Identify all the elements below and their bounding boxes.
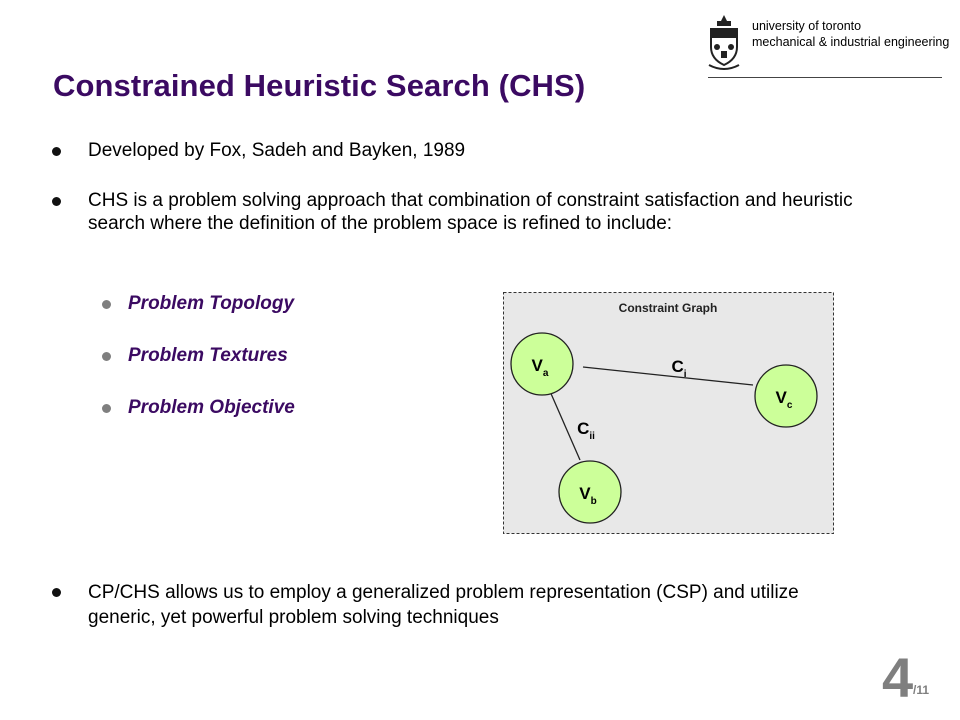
sub-bullet-textures: Problem Textures xyxy=(128,345,288,366)
constraint-graph-diagram xyxy=(503,292,834,534)
bullet-cp-chs: CP/CHS allows us to employ a generalized problem representation (CSP) and utilize generic, yet powerful problem solving techniques xyxy=(88,582,799,628)
page-total: /11 xyxy=(913,683,930,697)
department-name: mechanical & industrial engineering xyxy=(752,35,950,49)
node-va-label: $V_a$ xyxy=(531,356,549,379)
sub-bullet-objective: Problem Objective xyxy=(128,397,295,418)
bullet-developed: Developed by Fox, Sadeh and Bayken, 1989 xyxy=(88,140,466,161)
sub-bullet-dot xyxy=(102,352,111,361)
page-number: 4 xyxy=(882,646,914,709)
university-name: university of toronto xyxy=(752,19,862,33)
sub-bullet-topology: Problem Topology xyxy=(128,293,295,314)
bullet-dot xyxy=(52,147,61,156)
bullet-dot xyxy=(52,588,61,597)
bullet-chs-definition: CHS is a problem solving approach that combination of constraint satisfaction and heuristic search where the definition of the problem space is refined to include: xyxy=(88,190,853,234)
sub-bullet-dot xyxy=(102,300,111,309)
node-vb-label: $V_b$ xyxy=(579,484,597,507)
university-wordmark xyxy=(752,18,949,50)
bullet-dot xyxy=(52,197,61,206)
sub-bullet-dot xyxy=(102,404,111,413)
edge-cii-label: $C_{ii}$ xyxy=(577,419,595,442)
header-divider xyxy=(708,77,942,78)
edge-ci-label: $C_i$ xyxy=(671,357,687,380)
slide-title: Constrained Heuristic Search (CHS) xyxy=(53,68,586,103)
university-crest-logo xyxy=(703,13,745,73)
node-vc-label: $V_c$ xyxy=(775,388,793,411)
diagram-title: Constraint Graph xyxy=(618,301,718,315)
